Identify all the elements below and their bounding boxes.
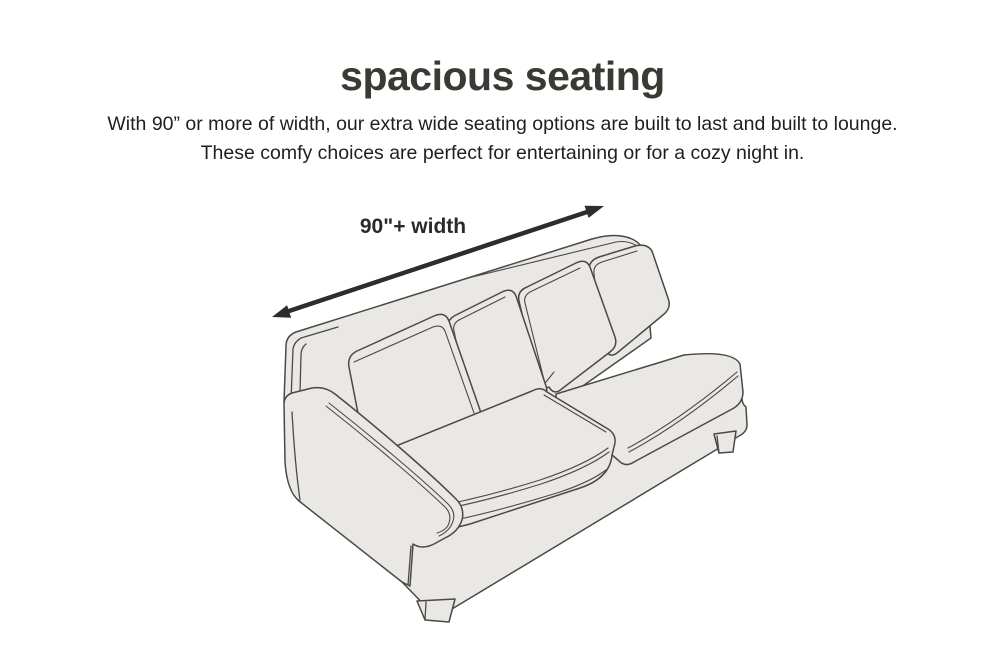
sofa-line-drawing bbox=[284, 236, 747, 623]
sofa-foot-front bbox=[417, 599, 455, 622]
page-title: spacious seating bbox=[340, 53, 665, 99]
description-line-1: With 90” or more of width, our extra wide seating options are built to last and built to lounge. bbox=[107, 113, 898, 135]
dimension-label: 90"+ width bbox=[359, 215, 467, 238]
description-line-2: These comfy choices are perfect for entertaining or for a cozy night in. bbox=[200, 142, 805, 164]
